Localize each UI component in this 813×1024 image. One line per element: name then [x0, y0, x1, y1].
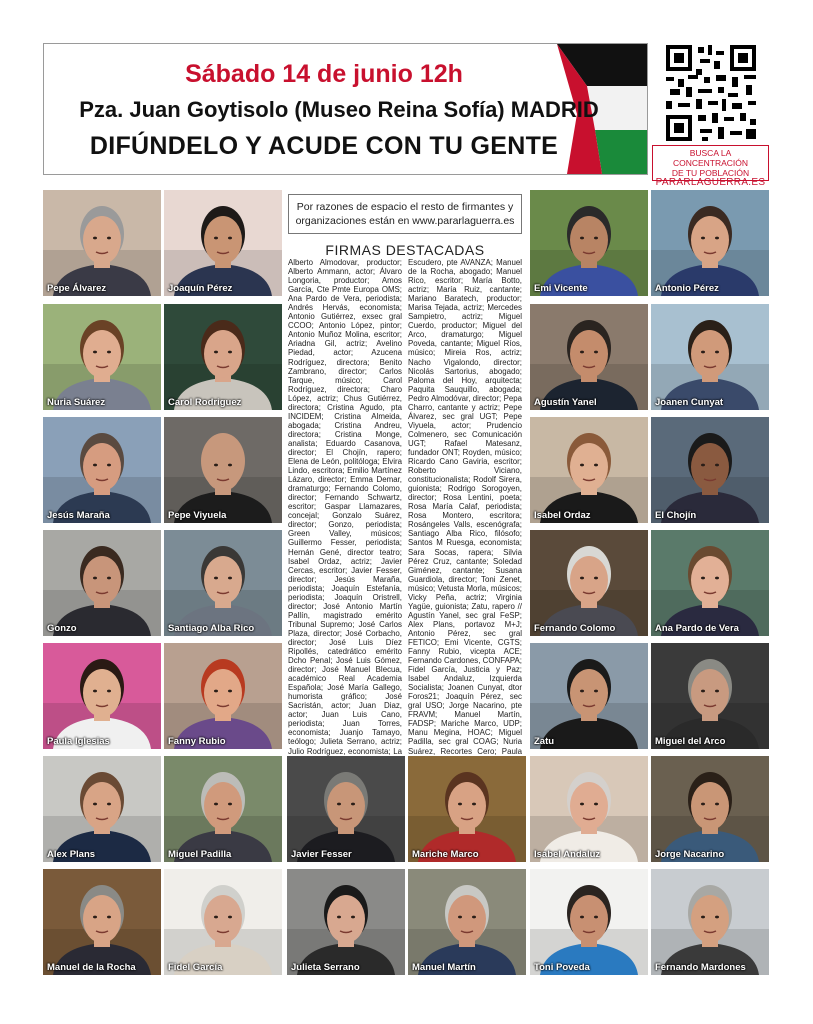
portrait-name: Carol Rodriguez — [168, 397, 242, 408]
portrait-tile — [651, 643, 769, 749]
portrait-photo — [164, 417, 282, 523]
portrait-name: Jorge Nacarino — [655, 849, 725, 860]
portrait-photo — [43, 756, 161, 862]
portrait-name: Manuel Martín — [412, 962, 476, 973]
portrait-tile — [164, 417, 282, 523]
portrait-tile — [43, 417, 161, 523]
qr-note-url[interactable]: PARARLAGUERRA.ES — [655, 177, 766, 188]
qr-code-icon[interactable] — [652, 43, 769, 143]
portrait-name: Joanen Cunyat — [655, 397, 724, 408]
portrait-tile — [164, 643, 282, 749]
qr-note-line2: DE TU POBLACIÓN — [671, 168, 750, 178]
portrait-name: Javier Fesser — [291, 849, 352, 860]
portrait-tile — [651, 756, 769, 862]
portrait-photo — [530, 190, 648, 296]
portrait-photo — [651, 530, 769, 636]
portrait-name: Miguel del Arco — [655, 736, 726, 747]
portrait-name: Isabel Ordaz — [534, 510, 591, 521]
portrait-photo — [287, 869, 405, 975]
signatures-title: FIRMAS DESTACADAS — [325, 242, 485, 258]
portrait-photo — [43, 304, 161, 410]
portrait-name: Fanny Rubio — [168, 736, 226, 747]
portrait-photo — [164, 190, 282, 296]
portrait-tile — [43, 756, 161, 862]
portrait-name: Fernando Colomo — [534, 623, 616, 634]
portrait-photo — [43, 643, 161, 749]
portrait-name: Alex Plans — [47, 849, 96, 860]
portrait-photo — [164, 756, 282, 862]
portrait-tile — [43, 190, 161, 296]
portrait-tile — [651, 869, 769, 975]
portrait-photo — [43, 190, 161, 296]
portrait-tile — [287, 869, 405, 975]
portrait-name: Antonio Pérez — [655, 283, 719, 294]
event-date: Sábado 14 de junio 12h — [185, 60, 463, 88]
portrait-name: Santiago Alba Rico — [168, 623, 255, 634]
portrait-photo — [408, 756, 526, 862]
space-notice-line2: organizaciones están en www.pararlaguerra.es — [295, 215, 515, 227]
portrait-name: Emi Vicente — [534, 283, 588, 294]
portrait-name: Julieta Serrano — [291, 962, 360, 973]
portrait-name: Jesús Maraña — [47, 510, 110, 521]
portrait-photo — [651, 643, 769, 749]
portrait-name: Manuel de la Rocha — [47, 962, 136, 973]
portrait-photo — [651, 190, 769, 296]
portrait-tile — [651, 530, 769, 636]
portrait-photo — [530, 530, 648, 636]
portrait-tile — [43, 869, 161, 975]
portrait-name: Agustín Yanel — [534, 397, 597, 408]
portrait-photo — [43, 869, 161, 975]
portrait-tile — [43, 643, 161, 749]
portrait-photo — [651, 869, 769, 975]
portrait-tile — [530, 643, 648, 749]
portrait-photo — [408, 869, 526, 975]
portrait-name: Gonzo — [47, 623, 77, 634]
portrait-photo — [164, 304, 282, 410]
portrait-name: Ana Pardo de Vera — [655, 623, 739, 634]
portrait-photo — [43, 530, 161, 636]
portrait-tile — [408, 869, 526, 975]
portrait-name: Nuria Suárez — [47, 397, 106, 408]
event-place: Pza. Juan Goytisolo (Museo Reina Sofía) MADRID — [79, 97, 599, 122]
portrait-tile — [530, 530, 648, 636]
portrait-tile — [651, 417, 769, 523]
portrait-tile — [43, 304, 161, 410]
portrait-photo — [287, 756, 405, 862]
portrait-tile — [530, 869, 648, 975]
portrait-tile — [530, 304, 648, 410]
portrait-tile — [164, 530, 282, 636]
portrait-tile — [164, 190, 282, 296]
portrait-name: Zatu — [534, 736, 555, 747]
portrait-tile — [164, 304, 282, 410]
portrait-name: Pepe Viyuela — [168, 510, 227, 521]
portrait-photo — [530, 869, 648, 975]
signatures-right-column: Escudero, pte AVANZA; Manuel de la Rocha, abogado; Manuel Rico, escritor; María Botto, actriz; María Ruiz, cantante; Mariano Baratech, productor; Marisa Tejada, actriz; Mercedes Sampietro, actriz; Miguel Cuerdo, productor; Miguel del Arco, dramaturgo; Miguel Poveda, cantante; Miguel Ríos, músico; Mireia Ros, actriz; Nacho Vigalondo, director; Nicolás Sartorius, abogado; Paloma del Hoy, arquitecta; Paquita Sauquillo, abogada; Pedro Almodóvar, director; Pepa Charro, cantante y actriz; Pepe Álvarez, sec gral UGT; Pepe Viyuela, actor; Prudencio Colmenero, sec Comunicación UGT; Rafael Matesanz, fundador ONT; Royden, músico; Ricardo Cano Gaviria, escritor; Roberto Viciano, constitucionalista; Rodolf Sirera, guionista; Rodrigo Sorogoyen, director; Rosa Lentini, poeta; Rosa María Calaf, periodista; Rosa Montero, escritora; Rosángeles Valls, escenógrafa; Santiago Alba Rico, filósofo; Santos M Ruesga, economista; Sara Socas, rapera; Silvia Pérez Cruz, cantante; Soledad Giménez, cantante; Susana Guardiola, director; Toni Zenet, músico; Vetusta Morla, músicos; Vicky Peña, actriz; Virginia Yagüe, guionista; Zatu, rapero // Agustín Yanel, sec gral FeSP; Alex Plans, portavoz M+J; Antonio Pérez, sec gral FETICO; Emi Vicente, CGTS; Fanny Rubio, vicepta ACE; Fernando Cardones, CONFAPA; Fidel García, Justicia y Paz; Isabel Andaluz, Izquierda Socialista; Joanen Cunyat, dtor Foros21; Joaquín Pérez, sec gral USO; Jorge Nacarino, pte FRAVM; Manuel Martín, FADSP; Mariche Marco, UDP; Manu Megina, HOAC; Miguel Padilla, sec gral COAG; Nuria Suárez, Recortes Cero; Paula — [408, 258, 522, 756]
signatures-left-column: Alberto Almodovar, productor; Alberto Ammann, actor; Álvaro Longoria, productor; Amos García, Cte Pmte Europa OMS; Ana Pardo de Vera, periodista; Andrés Hervás, economista; Antonio Gutiérrez, exsec gral CCOO; Antonio López, pintor; Antonio Muñoz Molina, escritor; Ariadna Gil, actriz; Avelino Piedad, actor; Azucena Rodríguez, directora; Benito Zambrano, director; Carlos Tarque, músico; Carol Rodríguez, directora; Charo López, actriz; Chus Gutiérrez, directora; Cristina Agudo, pta INCIDEM; Cristina Almeida, abogada; Cristina Andreu, directora; Cristina Monge, analista; Eduardo Casanova, director; El Chojín, rapero; Elena de León, politóloga; Elvira Lindo, escritora; Emilio Martínez Lázaro, director; Emma Demar, dramaturgo; Fernando Colomo, director; Fernando Schwartz, escritor; Gaspar Llamazares, concejal; Gonzalo Suárez, director; Gonzo, periodista; Green Valley, músicos; Guillermo Fesser, periodista; Hernán Gené, director teatro; Isabel Ordaz, actriz; Javier Cercas, escritor; Javier Fesser, director; Jesús Maraña, periodista; Joaquín Estefanía, periodista; Joaquín Oristrell, director; José Antonio Martín Pallín, magistrado emérito Tribunal Supremo; José Carlos Plaza, director; José Corbacho, director; José Luis Díez Ripollés, catedrático emérito Dcho Penal; José Luis Gómez, director; José Manuel Blecua, académico Real Academia Española; José María Gallego, humorista gráfico; José Sacristán, actor; Juan Diaz, actor; Juan Luis Cano, periodista; Juan Torres, economista; Juanjo Tamayo, teólogo; Julieta Serrano, actriz; Julio Rodríguez, economista; La — [288, 258, 402, 756]
portrait-name: Miguel Padilla — [168, 849, 232, 860]
portrait-tile — [287, 756, 405, 862]
portrait-tile — [651, 304, 769, 410]
portrait-name: Mariche Marco — [412, 849, 479, 860]
portrait-name: Fidel García — [168, 962, 223, 973]
portrait-photo — [164, 869, 282, 975]
portrait-photo — [530, 643, 648, 749]
portrait-tile — [530, 417, 648, 523]
portrait-tile — [43, 530, 161, 636]
portrait-name: El Chojín — [655, 510, 697, 521]
portrait-tile — [164, 869, 282, 975]
space-notice-line1: Por razones de espacio el resto de firmantes y — [296, 201, 514, 213]
portrait-tile — [530, 756, 648, 862]
call-to-action: DIFÚNDELO Y ACUDE CON TU GENTE — [89, 132, 559, 160]
portrait-photo — [651, 756, 769, 862]
portrait-photo — [651, 304, 769, 410]
portrait-photo — [651, 417, 769, 523]
portrait-name: Fernando Mardones — [655, 962, 746, 973]
signatures-list — [288, 258, 522, 756]
event-banner — [43, 43, 648, 175]
portrait-photo — [164, 643, 282, 749]
portrait-photo — [164, 530, 282, 636]
portrait-name: Isabel Andaluz — [534, 849, 601, 860]
portrait-name: Toni Poveda — [534, 962, 590, 973]
portrait-name: Pepe Álvarez — [47, 283, 107, 294]
qr-note[interactable] — [652, 145, 769, 188]
portrait-name: Joaquín Pérez — [168, 283, 233, 294]
portrait-photo — [43, 417, 161, 523]
portrait-photo — [530, 756, 648, 862]
portrait-photo — [530, 304, 648, 410]
portrait-tile — [164, 756, 282, 862]
portrait-photo — [530, 417, 648, 523]
space-notice — [288, 194, 522, 234]
portrait-name: Paula Iglesias — [47, 736, 110, 747]
portrait-tile — [530, 190, 648, 296]
portrait-tile — [651, 190, 769, 296]
portrait-tile — [408, 756, 526, 862]
qr-note-line1: BUSCA LA CONCENTRACIÓN — [672, 148, 749, 168]
